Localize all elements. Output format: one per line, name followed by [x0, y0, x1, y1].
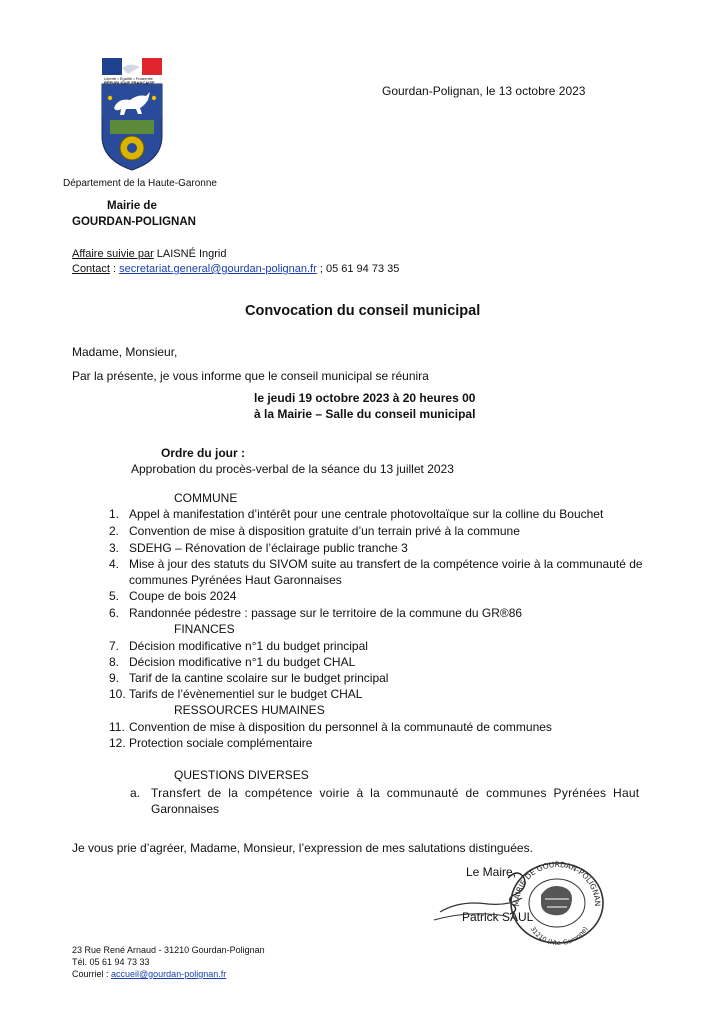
signature-name: Patrick SAUL [462, 910, 534, 924]
place-and-date: Gourdan-Polignan, le 13 octobre 2023 [382, 84, 586, 98]
salutation: Madame, Monsieur, [72, 345, 178, 359]
signature-role: Le Maire, [466, 865, 517, 879]
department-label: Département de la Haute-Garonne [63, 178, 217, 189]
footer-address: 23 Rue René Arnaud - 31210 Gourdan-Polignan [72, 945, 265, 955]
list-item: 12. Protection sociale complémentaire [109, 736, 313, 750]
affaire-label: Affaire suivie par [72, 248, 154, 260]
meeting-date: le jeudi 19 octobre 2023 à 20 heures 00 [254, 391, 476, 405]
contact-email-link[interactable]: secretariat.general@gourdan-polignan.fr [119, 263, 317, 275]
divers-item-line1: Transfert de la compétence voirie à la communauté de communes Pyrénées Haut [151, 786, 640, 800]
intro-text: Par la présente, je vous informe que le conseil municipal se réunira [72, 369, 429, 383]
official-stamp [505, 855, 609, 945]
affaire-name: LAISNÉ Ingrid [153, 248, 227, 260]
list-item: 8. Décision modificative n°1 du budget CHAL [109, 655, 356, 669]
closing-text: Je vous prie d’agréer, Madame, Monsieur, l’expression de mes salutations distinguées. [72, 841, 533, 855]
divers-item-letter: a. [130, 786, 141, 800]
section-questions-diverses: QUESTIONS DIVERSES [174, 768, 309, 782]
meeting-place: à la Mairie – Salle du conseil municipal [254, 407, 476, 421]
coat-of-arms-logo [100, 58, 164, 172]
logo-motto: Liberté • Égalité • Fraternité [104, 76, 153, 81]
list-item: 3. SDEHG – Rénovation de l’éclairage public tranche 3 [109, 541, 408, 555]
stamp-top-text: MAIRIE DE GOURDAN-POLIGNAN [511, 859, 603, 907]
mairie-line-2: GOURDAN-POLIGNAN [72, 216, 196, 228]
list-item: 11. Convention de mise à disposition du personnel à la communauté de communes [109, 720, 552, 734]
section-finances: FINANCES [174, 622, 235, 636]
stamp-bottom-text: 31210 (Hte-Garonne) [528, 925, 590, 945]
section-commune: COMMUNE [174, 491, 238, 505]
list-item: 5. Coupe de bois 2024 [109, 589, 237, 603]
list-item: 4. Mise à jour des statuts du SIVOM suite au transfert de la compétence voirie à la communauté de [109, 557, 643, 571]
footer-email-line [72, 968, 226, 980]
list-item: 7. Décision modificative n°1 du budget principal [109, 639, 368, 653]
list-item: 1. Appel à manifestation d’intérêt pour une centrale photovoltaïque sur la colline du Bouchet [109, 507, 604, 521]
divers-item-line2: Garonnaises [151, 802, 220, 816]
footer-email-label: Courriel : [72, 969, 112, 979]
list-item: 2. Convention de mise à disposition gratuite d’un terrain privé à la commune [109, 524, 520, 538]
logo-republic-label: RÉPUBLIQUE FRANÇAISE [104, 80, 155, 85]
list-item: 9. Tarif de la cantine scolaire sur le budget principal [109, 671, 389, 685]
approval-item: Approbation du procès-verbal de la séance du 13 juillet 2023 [131, 462, 454, 476]
list-item: 10. Tarifs de l’évènementiel sur le budget CHAL [109, 687, 363, 701]
list-item-continuation: communes Pyrénées Haut Garonnaises [129, 573, 342, 587]
document-title: Convocation du conseil municipal [245, 303, 481, 319]
section-ressources-humaines: RESSOURCES HUMAINES [174, 703, 325, 717]
footer-email-link[interactable]: accueil@gourdan-polignan.fr [111, 969, 227, 979]
agenda-heading: Ordre du jour : [161, 446, 245, 460]
affaire-suivie-line [72, 247, 227, 261]
contact-sep: : [109, 263, 120, 275]
contact-label: Contact [72, 263, 110, 275]
contact-line [72, 262, 399, 276]
mairie-line-1: Mairie de [107, 200, 157, 212]
footer-phone: Tél. 05 61 94 73 33 [72, 957, 150, 967]
list-item: 6. Randonnée pédestre : passage sur le territoire de la commune du GR®86 [109, 606, 523, 620]
contact-phone: ; 05 61 94 73 35 [316, 263, 400, 275]
